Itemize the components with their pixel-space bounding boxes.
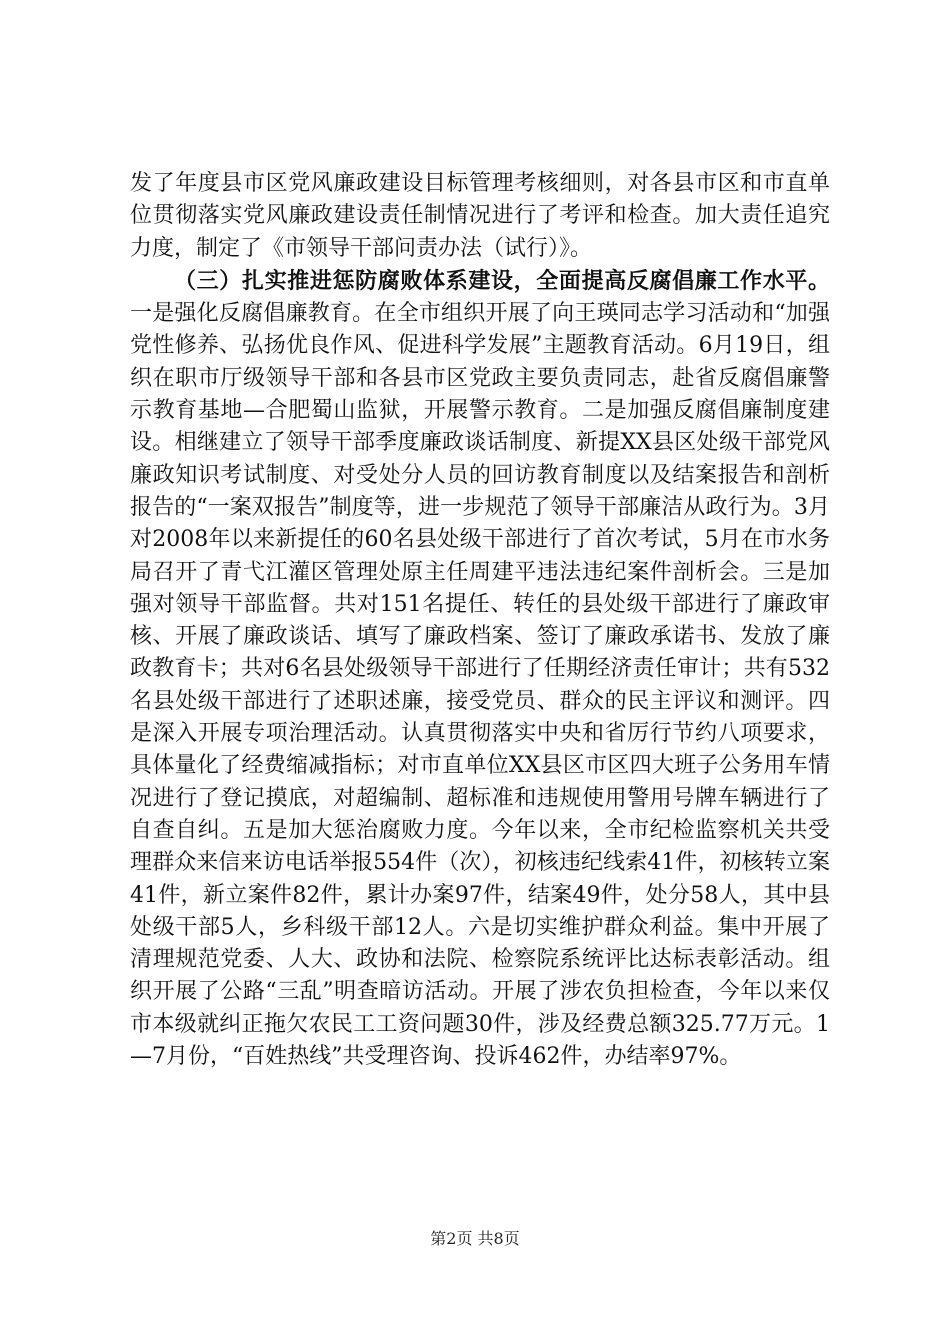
paragraph-continuation: 发了年度县市区党风廉政建设目标管理考核细则，对各县市区和市直单位贯彻落实党风廉政建设责任制情况进行了考评和检查。加大责任追究力度，制定了《市领导干部问责办法（试行）》。: [130, 171, 830, 261]
paragraph-section-three: [130, 265, 830, 1073]
document-body: [130, 168, 830, 1073]
page-number-footer: 第2页 共8页: [430, 1229, 520, 1248]
section-body: 一是强化反腐倡廉教育。在全市组织开展了向王瑛同志学习活动和“加强党性修养、弘扬优良作风、促进科学发展”主题教育活动。6月19日，组织在职市厅级领导干部和各县市区党政主要负责同志，赴省反腐倡廉警示教育基地—合肥蜀山监狱，开展警示教育。二是加强反腐倡廉制度建设。相继建立了领导干部季度廉政谈话制度、新提XX县区处级干部党风廉政知识考试制度、对受处分人员的回访教育制度以及结案报告和剖析报告的“一案双报告”制度等，进一步规范了领导干部廉洁从政行为。3月对2008年以来新提任的60名县处级干部进行了首次考试，5月在市水务局召开了青弋江灌区管理处原主任周建平违法违纪案件剖析会。三是加强对领导干部监督。共对151名提任、转任的县处级干部进行了廉政审核、开展了廉政谈话、填写了廉政档案、签订了廉政承诺书、发放了廉政教育卡；共对6名县处级领导干部进行了任期经济责任审计；共有532名县处级干部进行了述职述廉，接受党员、群众的民主评议和测评。四是深入开展专项治理活动。认真贯彻落实中央和省厉行节约八项要求，具体量化了经费缩减指标；对市直单位XX县区市区四大班子公务用车情况进行了登记摸底，对超编制、超标准和违规使用警用号牌车辆进行了自查自纠。五是加大惩治腐败力度。今年以来，全市纪检监察机关共受理群众来信来访电话举报554件（次），初核违纪线索41件，初核转立案41件，新立案件82件，累计办案97件，结案49件，处分58人，其中县处级干部5人，乡科级干部12人。六是切实维护群众利益。集中开展了清理规范党委、人大、政协和法院、检察院系统评比达标表彰活动。组织开展了公路“三乱”明查暗访活动。开展了涉农负担检查，今年以来仅市本级就纠正拖欠农民工工资问题30件，涉及经费总额325.77万元。1—7月份，“百姓热线”共受理咨询、投诉462件，办结率97%。: [130, 301, 830, 1070]
section-heading: （三）扎实推进惩防腐败体系建设，全面提高反腐倡廉工作水平。: [174, 267, 830, 294]
